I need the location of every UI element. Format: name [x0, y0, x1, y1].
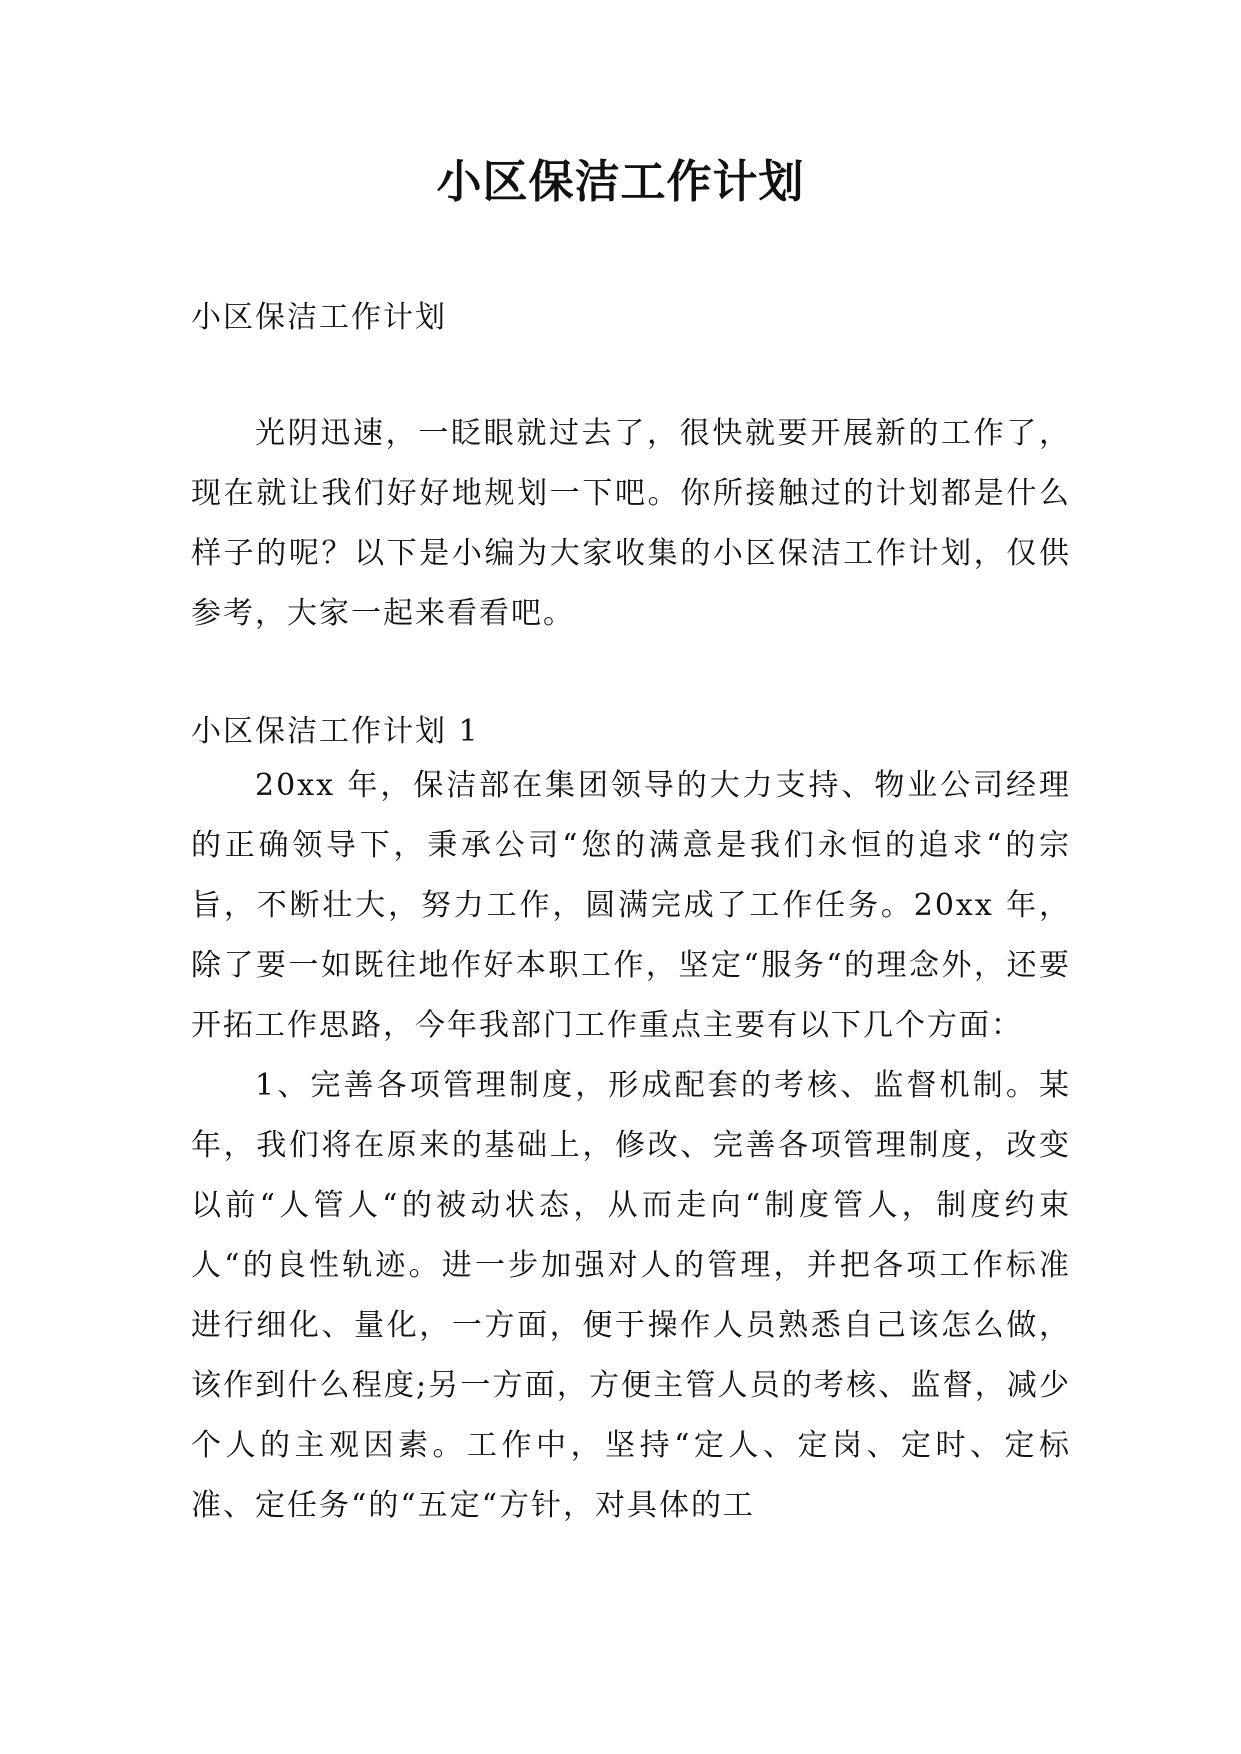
section-heading [191, 702, 1071, 762]
section-paragraph-1: 20xx 年，保洁部在集团领导的大力支持、物业公司经理的正确领导下，秉承公司“您的满意是我们永恒的追求“的宗旨，不断壮大，努力工作，圆满完成了工作任务。20xx 年，除了要一如既往地作好本职工作，坚定“服务“的理念外，还要开拓工作思路，今年我部门工作重点主要有以下几个方面： [191, 768, 1071, 1043]
intro-paragraph [191, 404, 1071, 644]
section-heading-text: 小区保洁工作计划 1 [191, 714, 480, 749]
document-title: 小区保洁工作计划 [436, 155, 805, 208]
section-paragraph-2: 1、完善各项管理制度，形成配套的考核、监督机制。某年，我们将在原来的基础上，修改、完善各项管理制度，改变以前“人管人“的被动状态，从而走向“制度管人，制度约束人“的良性轨迹。进一步加强对人的管理，并把各项工作标准进行细化、量化，一方面，便于操作人员熟悉自己该怎么做，该作到什么程度;另一方面，方便主管人员的考核、监督，减少个人的主观因素。工作中，坚持“定人、定岗、定时、定标准、定任务“的“五定“方针，对具体的工 [191, 1068, 1071, 1523]
intro-text: 光阴迅速，一眨眼就过去了，很快就要开展新的工作了，现在就让我们好好地规划一下吧。你所接触过的计划都是什么样子的呢？以下是小编为大家收集的小区保洁工作计划，仅供参考，大家一起来看看吧。 [191, 416, 1071, 631]
document-subtitle [191, 288, 1071, 348]
subtitle-text: 小区保洁工作计划 [191, 300, 447, 335]
section-body [191, 756, 1071, 1536]
